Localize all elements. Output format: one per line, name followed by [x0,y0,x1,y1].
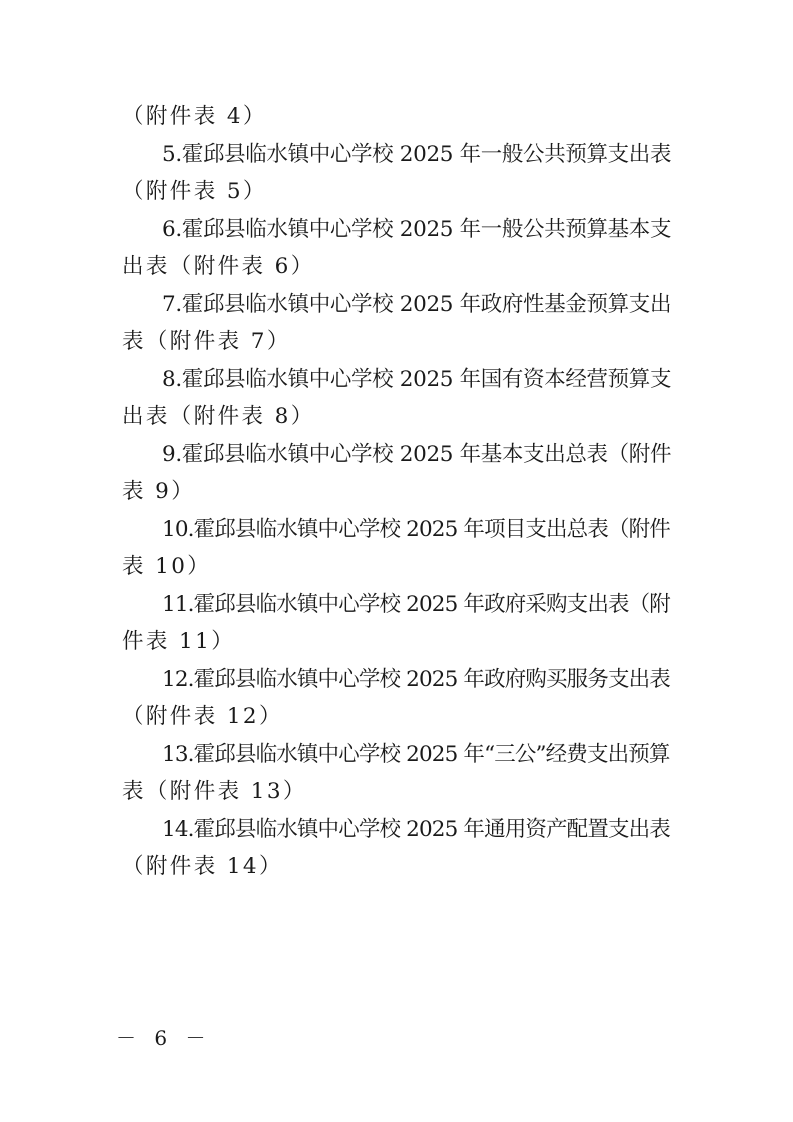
list-item: 5.霍邱县临水镇中心学校 2025 年一般公共预算支出表 [162,141,672,167]
list-item: 7.霍邱县临水镇中心学校 2025 年政府性基金预算支出 [162,291,672,317]
text-line: 出表（附件表 6） [122,254,315,279]
text-line: 表（附件表 13） [122,779,307,804]
page-number: － 6 － [116,1026,212,1050]
list-item: 11.霍邱县临水镇中心学校 2025 年政府采购支出表（附 [162,591,670,617]
list-item: 6.霍邱县临水镇中心学校 2025 年一般公共预算基本支 [162,216,672,242]
list-item: 12.霍邱县临水镇中心学校 2025 年政府购买服务支出表 [162,666,670,692]
text-line: 件表 11） [122,629,236,654]
text-line: 表 10） [122,554,212,579]
text-line: （附件表 5） [122,179,267,204]
text-line: 表 9） [122,479,196,504]
text-line: （附件表 14） [122,854,283,879]
text-line: 出表（附件表 8） [122,404,315,429]
text-line: （附件表 12） [122,704,283,729]
text-line: 表（附件表 7） [122,329,291,354]
document-body [122,98,674,886]
list-item: 13.霍邱县临水镇中心学校 2025 年“三公”经费支出预算 [162,741,670,767]
list-item: 8.霍邱县临水镇中心学校 2025 年国有资本经营预算支 [162,366,672,392]
text-line: （附件表 4） [122,104,267,129]
list-item: 9.霍邱县临水镇中心学校 2025 年基本支出总表（附件 [162,441,672,467]
list-item: 10.霍邱县临水镇中心学校 2025 年项目支出总表（附件 [162,516,670,542]
list-item: 14.霍邱县临水镇中心学校 2025 年通用资产配置支出表 [162,816,670,842]
